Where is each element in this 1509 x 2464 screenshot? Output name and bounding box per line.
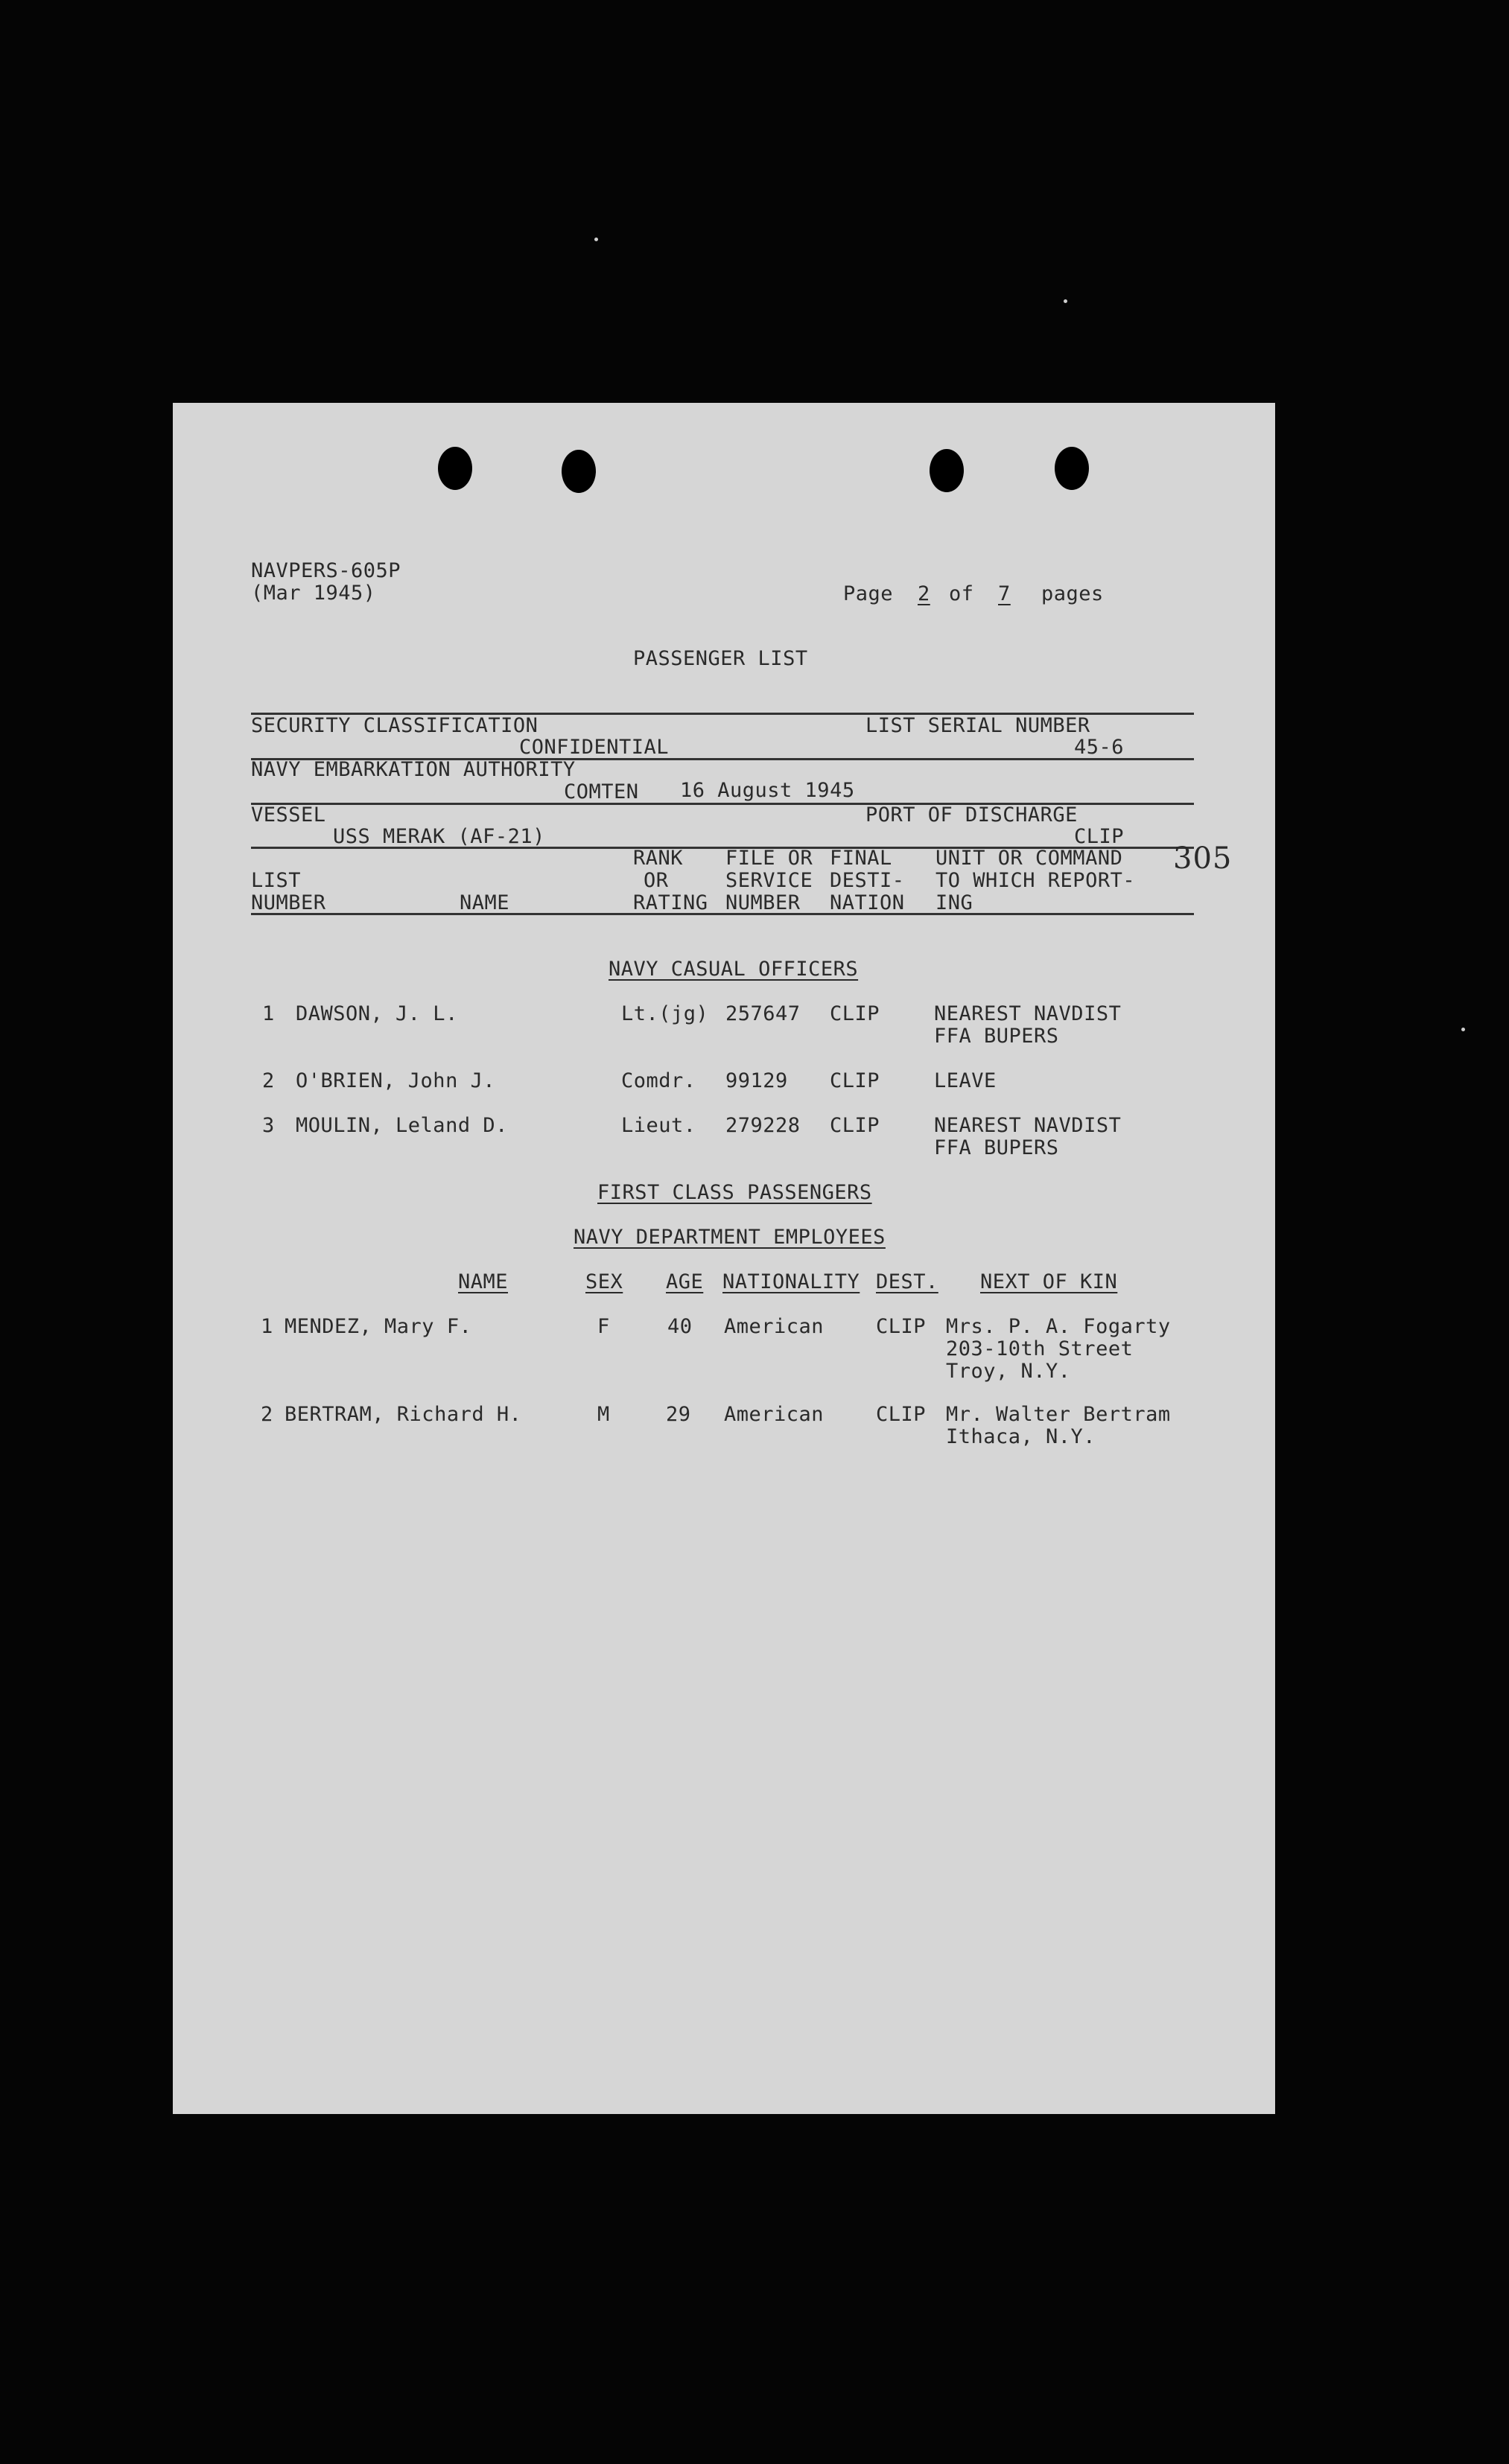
col-file: NUMBER xyxy=(725,891,801,914)
page-label: Page xyxy=(843,582,894,605)
officer-destination: CLIP xyxy=(830,1002,880,1025)
section-heading: NAVY DEPARTMENT EMPLOYEES xyxy=(574,1226,886,1249)
officer-unit: NEAREST NAVDIST xyxy=(934,1002,1122,1025)
officer-unit: LEAVE xyxy=(934,1069,997,1092)
col-unit: ING xyxy=(935,891,973,914)
security-label: SECURITY CLASSIFICATION xyxy=(251,714,539,737)
officer-unit: FFA BUPERS xyxy=(934,1025,1059,1048)
officer-rank: Lieut. xyxy=(621,1114,696,1137)
punch-hole xyxy=(562,450,596,493)
officer-name: O'BRIEN, John J. xyxy=(296,1069,496,1092)
serial-label: LIST SERIAL NUMBER xyxy=(865,714,1090,737)
stamp-number: 305 xyxy=(1173,841,1233,876)
col-final: NATION xyxy=(830,891,905,914)
vessel-label: VESSEL xyxy=(251,803,326,827)
officer-number: 1 xyxy=(262,1002,275,1025)
authority-label: NAVY EMBARKATION AUTHORITY xyxy=(251,758,576,781)
section-heading: FIRST CLASS PASSENGERS xyxy=(597,1181,872,1204)
col-file: SERVICE xyxy=(725,869,813,892)
col-rank: RANK xyxy=(633,847,684,870)
officer-number: 2 xyxy=(262,1069,275,1092)
employee-age: 29 xyxy=(666,1403,691,1426)
employee-sex: M xyxy=(597,1403,610,1426)
officer-service-number: 99129 xyxy=(725,1069,788,1092)
employee-name: BERTRAM, Richard H. xyxy=(285,1403,522,1426)
officer-destination: CLIP xyxy=(830,1069,880,1092)
section-heading: NAVY CASUAL OFFICERS xyxy=(609,958,859,981)
col-age: AGE xyxy=(666,1270,704,1293)
pages-label: pages xyxy=(1041,582,1104,605)
rule xyxy=(251,913,1194,915)
form-code: NAVPERS-605P xyxy=(251,559,401,582)
col-list-number: NUMBER xyxy=(251,891,326,914)
officer-destination: CLIP xyxy=(830,1114,880,1137)
officer-name: DAWSON, J. L. xyxy=(296,1002,458,1025)
employee-nationality: American xyxy=(724,1403,825,1426)
vessel-value: USS MERAK (AF-21) xyxy=(333,825,545,848)
port-label: PORT OF DISCHARGE xyxy=(865,803,1078,827)
employee-age: 40 xyxy=(667,1315,693,1338)
next-of-kin: Ithaca, N.Y. xyxy=(946,1425,1096,1448)
next-of-kin: Mr. Walter Bertram xyxy=(946,1403,1171,1426)
dust-speck xyxy=(594,238,598,241)
page-number: 2 xyxy=(918,582,930,605)
officer-number: 3 xyxy=(262,1114,275,1137)
col-rank: RATING xyxy=(633,891,708,914)
of-label: of xyxy=(949,582,974,605)
employee-number: 2 xyxy=(261,1403,273,1426)
officer-name: MOULIN, Leland D. xyxy=(296,1114,508,1137)
punch-hole xyxy=(438,447,472,490)
dust-speck xyxy=(1461,1028,1465,1031)
document-title: PASSENGER LIST xyxy=(633,647,808,670)
col-final: FINAL xyxy=(830,847,892,870)
next-of-kin: 203-10th Street xyxy=(946,1337,1134,1360)
employee-number: 1 xyxy=(261,1315,273,1338)
col-final: DESTI- xyxy=(830,869,905,892)
security-value: CONFIDENTIAL xyxy=(519,736,670,759)
next-of-kin: Mrs. P. A. Fogarty xyxy=(946,1315,1171,1338)
col-unit: UNIT OR COMMAND xyxy=(935,847,1123,870)
col-name: NAME xyxy=(460,891,510,914)
punch-hole xyxy=(1055,447,1089,490)
dust-speck xyxy=(1064,299,1067,303)
employee-sex: F xyxy=(597,1315,610,1338)
form-date: (Mar 1945) xyxy=(251,582,376,605)
officer-service-number: 279228 xyxy=(725,1114,801,1137)
officer-rank: Comdr. xyxy=(621,1069,696,1092)
officer-service-number: 257647 xyxy=(725,1002,801,1025)
col-name: NAME xyxy=(458,1270,509,1293)
col-next-of-kin: NEXT OF KIN xyxy=(980,1270,1118,1293)
serial-value: 45-6 xyxy=(1074,736,1125,759)
port-value: CLIP xyxy=(1074,825,1125,848)
officer-unit: FFA BUPERS xyxy=(934,1136,1059,1159)
authority-date: 16 August 1945 xyxy=(680,779,855,802)
employee-name: MENDEZ, Mary F. xyxy=(285,1315,472,1338)
col-rank: OR xyxy=(644,869,669,892)
employee-destination: CLIP xyxy=(876,1315,927,1338)
employee-destination: CLIP xyxy=(876,1403,927,1426)
col-list-number: LIST xyxy=(251,869,302,892)
officer-unit: NEAREST NAVDIST xyxy=(934,1114,1122,1137)
col-nationality: NATIONALITY xyxy=(722,1270,860,1293)
col-sex: SEX xyxy=(585,1270,623,1293)
authority-value: COMTEN xyxy=(564,780,639,803)
col-file: FILE OR xyxy=(725,847,813,870)
col-dest: DEST. xyxy=(876,1270,938,1293)
employee-nationality: American xyxy=(724,1315,825,1338)
total-pages: 7 xyxy=(998,582,1011,605)
punch-hole xyxy=(930,449,964,492)
next-of-kin: Troy, N.Y. xyxy=(946,1360,1071,1383)
col-unit: TO WHICH REPORT- xyxy=(935,869,1136,892)
officer-rank: Lt.(jg) xyxy=(621,1002,709,1025)
